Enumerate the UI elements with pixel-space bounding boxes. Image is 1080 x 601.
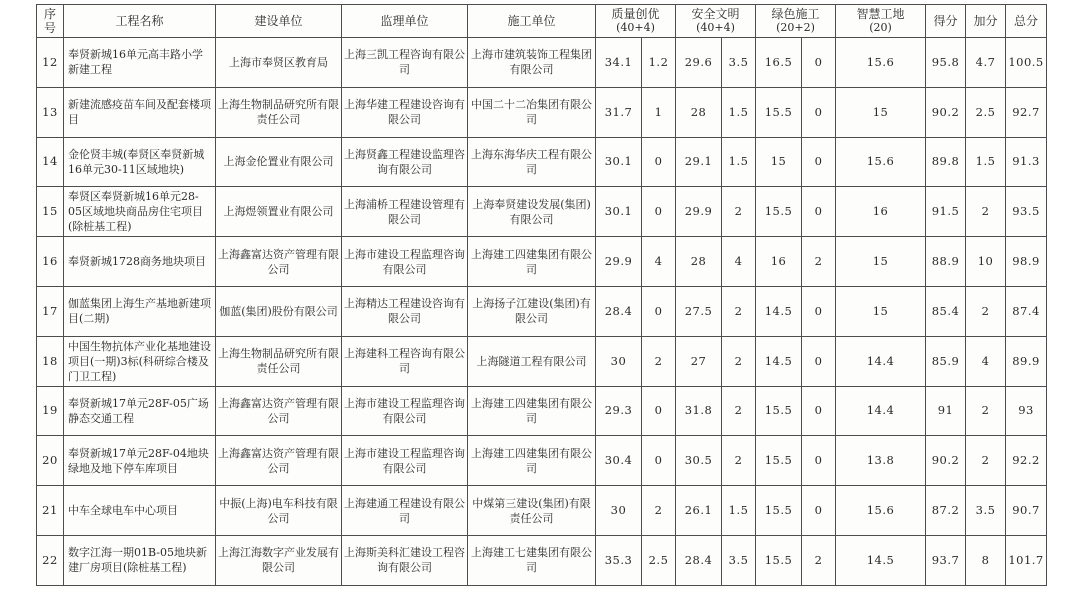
header-quality-label: 质量创优 bbox=[611, 7, 660, 21]
cell-green-bonus: 2 bbox=[802, 237, 836, 287]
cell-total: 100.5 bbox=[1006, 38, 1047, 88]
cell-bonus: 1.5 bbox=[966, 137, 1006, 187]
cell-total: 90.7 bbox=[1006, 486, 1047, 536]
table-body bbox=[37, 38, 1047, 586]
cell-green-score: 15 bbox=[756, 137, 802, 187]
cell-total: 87.4 bbox=[1006, 286, 1047, 336]
cell-score: 87.2 bbox=[926, 486, 966, 536]
cell-seq: 13 bbox=[37, 87, 64, 137]
cell-quality-score: 29.3 bbox=[596, 386, 642, 436]
table-row bbox=[37, 187, 1047, 237]
cell-green-score: 15.5 bbox=[756, 436, 802, 486]
cell-supervisor: 上海建通工程建设有限公司 bbox=[342, 486, 468, 536]
cell-quality-bonus: 4 bbox=[642, 237, 676, 287]
cell-bonus: 3.5 bbox=[966, 486, 1006, 536]
cell-smart-score: 15.6 bbox=[836, 486, 926, 536]
cell-quality-bonus: 0 bbox=[642, 286, 676, 336]
cell-bonus: 8 bbox=[966, 535, 1006, 585]
cell-green-score: 16.5 bbox=[756, 38, 802, 88]
table-row bbox=[37, 436, 1047, 486]
cell-score: 95.8 bbox=[926, 38, 966, 88]
cell-score: 85.4 bbox=[926, 286, 966, 336]
cell-owner: 中振(上海)电车科技有限公司 bbox=[216, 486, 342, 536]
cell-smart-score: 15 bbox=[836, 286, 926, 336]
header-green-max: (20+2) bbox=[776, 21, 815, 34]
cell-safety-bonus: 3.5 bbox=[722, 38, 756, 88]
table-row bbox=[37, 486, 1047, 536]
cell-green-bonus: 0 bbox=[802, 137, 836, 187]
cell-bonus: 2 bbox=[966, 386, 1006, 436]
cell-quality-bonus: 1.2 bbox=[642, 38, 676, 88]
table-row bbox=[37, 386, 1047, 436]
cell-supervisor: 上海精达工程建设咨询有限公司 bbox=[342, 286, 468, 336]
header-supervisor: 监理单位 bbox=[342, 5, 468, 38]
cell-smart-score: 15.6 bbox=[836, 38, 926, 88]
cell-supervisor: 上海三凯工程咨询有限公司 bbox=[342, 38, 468, 88]
cell-score: 93.7 bbox=[926, 535, 966, 585]
cell-quality-bonus: 0 bbox=[642, 436, 676, 486]
cell-score: 91 bbox=[926, 386, 966, 436]
cell-green-score: 15.5 bbox=[756, 535, 802, 585]
cell-supervisor: 上海市建设工程监理咨询有限公司 bbox=[342, 386, 468, 436]
cell-project: 中国生物抗体产业化基地建设项目(一期)3标(科研综合楼及门卫工程) bbox=[64, 336, 216, 386]
cell-bonus: 2 bbox=[966, 436, 1006, 486]
cell-supervisor: 上海斯美科汇建设工程咨询有限公司 bbox=[342, 535, 468, 585]
table-row bbox=[37, 87, 1047, 137]
cell-safety-score: 27.5 bbox=[676, 286, 722, 336]
cell-green-score: 15.5 bbox=[756, 187, 802, 237]
cell-quality-score: 28.4 bbox=[596, 286, 642, 336]
cell-project: 金伦贤丰城(奉贤区奉贤新城16单元30-11区域地块) bbox=[64, 137, 216, 187]
cell-quality-score: 30.1 bbox=[596, 187, 642, 237]
cell-bonus: 2 bbox=[966, 286, 1006, 336]
cell-project: 中车全球电车中心项目 bbox=[64, 486, 216, 536]
cell-supervisor: 上海浦桥工程建设管理有限公司 bbox=[342, 187, 468, 237]
cell-safety-bonus: 2 bbox=[722, 286, 756, 336]
cell-contractor: 上海隧道工程有限公司 bbox=[468, 336, 596, 386]
cell-seq: 20 bbox=[37, 436, 64, 486]
header-owner: 建设单位 bbox=[216, 5, 342, 38]
cell-supervisor: 上海华建工程建设咨询有限公司 bbox=[342, 87, 468, 137]
table-row bbox=[37, 137, 1047, 187]
cell-smart-score: 15 bbox=[836, 237, 926, 287]
cell-green-score: 16 bbox=[756, 237, 802, 287]
cell-bonus: 2 bbox=[966, 187, 1006, 237]
cell-bonus: 2.5 bbox=[966, 87, 1006, 137]
cell-bonus: 10 bbox=[966, 237, 1006, 287]
cell-owner: 上海市奉贤区教育局 bbox=[216, 38, 342, 88]
header-safety bbox=[676, 5, 756, 38]
cell-seq: 17 bbox=[37, 286, 64, 336]
cell-safety-bonus: 2 bbox=[722, 386, 756, 436]
cell-green-bonus: 0 bbox=[802, 187, 836, 237]
cell-total: 92.7 bbox=[1006, 87, 1047, 137]
cell-seq: 22 bbox=[37, 535, 64, 585]
cell-quality-score: 30 bbox=[596, 486, 642, 536]
header-smart-label: 智慧工地 bbox=[856, 7, 905, 21]
header-row bbox=[37, 5, 1047, 38]
cell-safety-score: 30.5 bbox=[676, 436, 722, 486]
cell-quality-bonus: 0 bbox=[642, 386, 676, 436]
cell-score: 85.9 bbox=[926, 336, 966, 386]
cell-green-bonus: 0 bbox=[802, 87, 836, 137]
project-score-table bbox=[36, 4, 1047, 586]
cell-owner: 伽蓝(集团)股份有限公司 bbox=[216, 286, 342, 336]
cell-score: 88.9 bbox=[926, 237, 966, 287]
cell-contractor: 上海建工四建集团有限公司 bbox=[468, 436, 596, 486]
cell-score: 90.2 bbox=[926, 87, 966, 137]
header-smart-max: (20) bbox=[869, 21, 892, 34]
cell-safety-bonus: 4 bbox=[722, 237, 756, 287]
table-row bbox=[37, 237, 1047, 287]
cell-quality-bonus: 2 bbox=[642, 336, 676, 386]
cell-contractor: 上海奉贤建设发展(集团)有限公司 bbox=[468, 187, 596, 237]
table-row bbox=[37, 535, 1047, 585]
cell-seq: 18 bbox=[37, 336, 64, 386]
cell-quality-bonus: 2.5 bbox=[642, 535, 676, 585]
cell-total: 98.9 bbox=[1006, 237, 1047, 287]
cell-safety-bonus: 2 bbox=[722, 436, 756, 486]
cell-project: 奉贤新城17单元28F-04地块绿地及地下停车库项目 bbox=[64, 436, 216, 486]
cell-contractor: 中国二十二冶集团有限公司 bbox=[468, 87, 596, 137]
cell-safety-score: 28.4 bbox=[676, 535, 722, 585]
cell-quality-score: 29.9 bbox=[596, 237, 642, 287]
cell-bonus: 4 bbox=[966, 336, 1006, 386]
cell-safety-score: 26.1 bbox=[676, 486, 722, 536]
cell-quality-score: 34.1 bbox=[596, 38, 642, 88]
cell-total: 91.3 bbox=[1006, 137, 1047, 187]
cell-green-bonus: 0 bbox=[802, 436, 836, 486]
cell-supervisor: 上海建科工程咨询有限公司 bbox=[342, 336, 468, 386]
header-project: 工程名称 bbox=[64, 5, 216, 38]
cell-contractor: 上海建工四建集团有限公司 bbox=[468, 237, 596, 287]
table-row bbox=[37, 286, 1047, 336]
cell-seq: 12 bbox=[37, 38, 64, 88]
cell-safety-score: 28 bbox=[676, 237, 722, 287]
cell-smart-score: 15 bbox=[836, 87, 926, 137]
cell-score: 91.5 bbox=[926, 187, 966, 237]
cell-safety-bonus: 1.5 bbox=[722, 486, 756, 536]
cell-contractor: 上海建工四建集团有限公司 bbox=[468, 386, 596, 436]
cell-green-bonus: 0 bbox=[802, 286, 836, 336]
cell-smart-score: 14.4 bbox=[836, 386, 926, 436]
cell-smart-score: 16 bbox=[836, 187, 926, 237]
cell-smart-score: 14.4 bbox=[836, 336, 926, 386]
cell-bonus: 4.7 bbox=[966, 38, 1006, 88]
cell-smart-score: 15.6 bbox=[836, 137, 926, 187]
cell-seq: 14 bbox=[37, 137, 64, 187]
cell-quality-score: 30 bbox=[596, 336, 642, 386]
cell-contractor: 上海建工七建集团有限公司 bbox=[468, 535, 596, 585]
cell-owner: 上海生物制品研究所有限责任公司 bbox=[216, 336, 342, 386]
cell-project: 奉贤新城17单元28F-05广场静态交通工程 bbox=[64, 386, 216, 436]
cell-seq: 21 bbox=[37, 486, 64, 536]
cell-safety-bonus: 2 bbox=[722, 336, 756, 386]
cell-safety-bonus: 3.5 bbox=[722, 535, 756, 585]
cell-green-bonus: 0 bbox=[802, 486, 836, 536]
cell-quality-bonus: 0 bbox=[642, 137, 676, 187]
cell-total: 93.5 bbox=[1006, 187, 1047, 237]
cell-quality-score: 35.3 bbox=[596, 535, 642, 585]
header-safety-label: 安全文明 bbox=[691, 7, 740, 21]
cell-project: 奉贤区奉贤新城16单元28-05区域地块商品房住宅项目(除桩基工程) bbox=[64, 187, 216, 237]
table-row bbox=[37, 38, 1047, 88]
cell-owner: 上海鑫富达资产管理有限公司 bbox=[216, 386, 342, 436]
cell-safety-score: 29.6 bbox=[676, 38, 722, 88]
cell-seq: 19 bbox=[37, 386, 64, 436]
cell-project: 新建流感疫苗车间及配套楼项目 bbox=[64, 87, 216, 137]
header-quality bbox=[596, 5, 676, 38]
header-score: 得分 bbox=[926, 5, 966, 38]
cell-contractor: 上海东海华庆工程有限公司 bbox=[468, 137, 596, 187]
header-green-label: 绿色施工 bbox=[771, 7, 820, 21]
cell-green-score: 14.5 bbox=[756, 286, 802, 336]
cell-supervisor: 上海市建设工程监理咨询有限公司 bbox=[342, 237, 468, 287]
cell-owner: 上海江海数字产业发展有限公司 bbox=[216, 535, 342, 585]
cell-safety-score: 31.8 bbox=[676, 386, 722, 436]
cell-supervisor: 上海市建设工程监理咨询有限公司 bbox=[342, 436, 468, 486]
cell-project: 数字江海一期01B-05地块新建厂房项目(除桩基工程) bbox=[64, 535, 216, 585]
cell-safety-score: 27 bbox=[676, 336, 722, 386]
cell-quality-bonus: 0 bbox=[642, 187, 676, 237]
cell-green-bonus: 0 bbox=[802, 386, 836, 436]
cell-quality-bonus: 2 bbox=[642, 486, 676, 536]
header-bonus: 加分 bbox=[966, 5, 1006, 38]
header-contractor: 施工单位 bbox=[468, 5, 596, 38]
cell-green-bonus: 0 bbox=[802, 336, 836, 386]
cell-safety-score: 29.9 bbox=[676, 187, 722, 237]
cell-score: 90.2 bbox=[926, 436, 966, 486]
cell-quality-score: 30.4 bbox=[596, 436, 642, 486]
cell-contractor: 中煤第三建设(集团)有限责任公司 bbox=[468, 486, 596, 536]
cell-owner: 上海鑫富达资产管理有限公司 bbox=[216, 237, 342, 287]
cell-safety-score: 28 bbox=[676, 87, 722, 137]
cell-seq: 16 bbox=[37, 237, 64, 287]
header-total: 总分 bbox=[1006, 5, 1047, 38]
cell-quality-score: 30.1 bbox=[596, 137, 642, 187]
header-green bbox=[756, 5, 836, 38]
cell-green-bonus: 2 bbox=[802, 535, 836, 585]
cell-project: 奉贤新城1728商务地块项目 bbox=[64, 237, 216, 287]
cell-safety-bonus: 2 bbox=[722, 187, 756, 237]
cell-quality-score: 31.7 bbox=[596, 87, 642, 137]
cell-green-score: 15.5 bbox=[756, 486, 802, 536]
cell-owner: 上海金伦置业有限公司 bbox=[216, 137, 342, 187]
cell-green-score: 14.5 bbox=[756, 336, 802, 386]
cell-green-bonus: 0 bbox=[802, 38, 836, 88]
cell-owner: 上海鑫富达资产管理有限公司 bbox=[216, 436, 342, 486]
header-safety-max: (40+4) bbox=[696, 21, 735, 34]
cell-score: 89.8 bbox=[926, 137, 966, 187]
cell-safety-bonus: 1.5 bbox=[722, 87, 756, 137]
table-row bbox=[37, 336, 1047, 386]
score-table-sheet bbox=[36, 4, 1046, 589]
cell-safety-bonus: 1.5 bbox=[722, 137, 756, 187]
header-smart bbox=[836, 5, 926, 38]
cell-safety-score: 29.1 bbox=[676, 137, 722, 187]
cell-contractor: 上海市建筑装饰工程集团有限公司 bbox=[468, 38, 596, 88]
header-seq: 序号 bbox=[37, 5, 64, 38]
cell-green-score: 15.5 bbox=[756, 386, 802, 436]
cell-supervisor: 上海贤鑫工程建设监理咨询有限公司 bbox=[342, 137, 468, 187]
cell-project: 伽蓝集团上海生产基地新建项目(二期) bbox=[64, 286, 216, 336]
cell-quality-bonus: 1 bbox=[642, 87, 676, 137]
cell-smart-score: 13.8 bbox=[836, 436, 926, 486]
cell-project: 奉贤新城16单元高丰路小学新建工程 bbox=[64, 38, 216, 88]
header-quality-max: (40+4) bbox=[616, 21, 655, 34]
cell-owner: 上海生物制品研究所有限责任公司 bbox=[216, 87, 342, 137]
cell-green-score: 15.5 bbox=[756, 87, 802, 137]
cell-smart-score: 14.5 bbox=[836, 535, 926, 585]
cell-total: 93 bbox=[1006, 386, 1047, 436]
cell-owner: 上海煜领置业有限公司 bbox=[216, 187, 342, 237]
cell-seq: 15 bbox=[37, 187, 64, 237]
cell-total: 89.9 bbox=[1006, 336, 1047, 386]
cell-contractor: 上海扬子江建设(集团)有限公司 bbox=[468, 286, 596, 336]
cell-total: 92.2 bbox=[1006, 436, 1047, 486]
cell-total: 101.7 bbox=[1006, 535, 1047, 585]
